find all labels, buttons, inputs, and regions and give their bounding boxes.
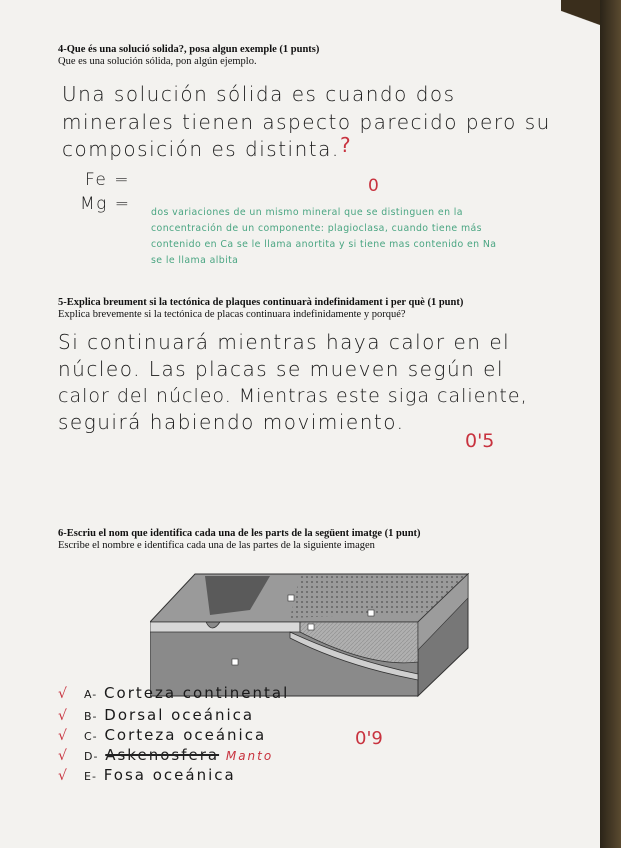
q4-mg-label: Mg =: [80, 194, 131, 214]
plate-tectonics-diagram: [150, 570, 470, 700]
page-corner: [561, 0, 621, 50]
q5-answer-line-4: seguirá habiendo movimiento.: [58, 410, 405, 434]
check-mark-icon: √: [58, 686, 69, 702]
q4-correction-line: se le llama albita: [151, 255, 239, 266]
diagram-marker: [368, 610, 374, 616]
q5-answer-line-2: núcleo. Las placas se mueven según el: [58, 357, 505, 381]
q4-correction-line: contenido en Ca se le llama anortita y si tiene mas contenido en Na: [151, 239, 497, 250]
q5-title-ca: 5-Explica breument si la tectónica de plaques continuarà indefinidament i per què (1 punt): [58, 297, 464, 308]
check-mark-icon: √: [58, 768, 69, 784]
q4-grade: 0: [368, 176, 379, 196]
q5-title-es: Explica brevemente si la tectónica de placas continuara indefinidamente y porqué?: [58, 309, 406, 320]
q6-answer-a: √ A- Corteza continental: [58, 684, 290, 702]
diagram-oceanic-crust: [150, 622, 300, 632]
q5-grade: 0'5: [465, 430, 495, 452]
q4-title-ca: 4-Que és una solució solida?, posa algun exemple (1 punts): [58, 44, 320, 55]
q6-answer-c: √ C- Corteza oceánica: [58, 726, 267, 744]
q6-title-es: Escribe el nombre e identifica cada una de las partes de la siguiente imagen: [58, 540, 375, 551]
q4-answer-line-1: Una solución sólida es cuando dos: [62, 82, 456, 106]
diagram-marker: [288, 595, 294, 601]
q6-answer-b: √ B- Dorsal oceánica: [58, 706, 255, 724]
diagram-marker: [232, 659, 238, 665]
q6-grade: 0'9: [355, 728, 383, 749]
q4-answer-line-2: minerales tienen aspecto parecido pero su: [62, 110, 551, 134]
q6-title-ca: 6-Escriu el nom que identifica cada una de les parts de la següent imatge (1 punt): [58, 528, 421, 539]
q4-correction: [151, 205, 571, 269]
q4-fe-label: Fe =: [85, 170, 130, 190]
diagram-marker: [308, 624, 314, 630]
q4-title-es: Que es una solución sólida, pon algún ejemplo.: [58, 56, 257, 67]
q4-correction-line: dos variaciones de un mismo mineral que se distinguen en la: [151, 207, 463, 218]
q5-answer-line-1: Si continuará mientras haya calor en el: [58, 330, 511, 354]
check-mark-icon: √: [58, 748, 69, 764]
check-mark-icon: √: [58, 708, 69, 724]
q4-answer-line-3: composición es distinta.: [62, 137, 340, 161]
q4-correction-line: concentración de un componente: plagioclasa, cuando tiene más: [151, 223, 482, 234]
q6-answer-d-correction: Manto: [225, 749, 274, 763]
q4-question-mark: ?: [340, 133, 351, 157]
check-mark-icon: √: [58, 728, 69, 744]
q5-answer-line-3: calor del núcleo. Mientras este siga caliente,: [58, 385, 528, 407]
q6-answer-e: √ E- Fosa oceánica: [58, 766, 236, 784]
q6-answer-d: √ D- Askenosfera Manto: [58, 746, 274, 764]
